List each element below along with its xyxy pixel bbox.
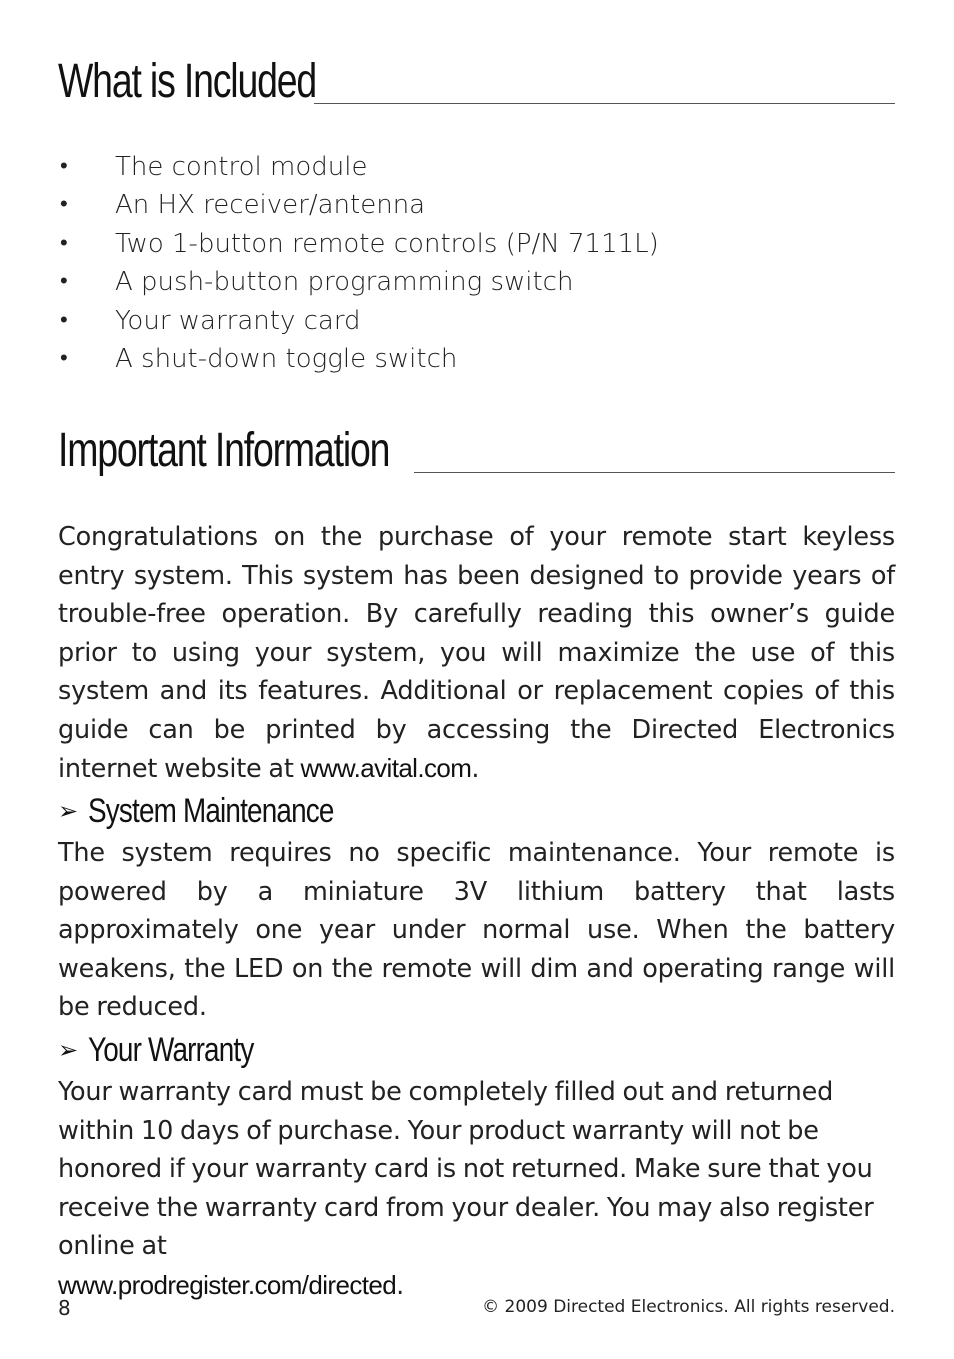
system-maintenance-heading — [58, 791, 388, 831]
heading-rule — [414, 472, 895, 473]
bullet-icon: • — [60, 154, 68, 179]
warranty-paragraph: Your warranty card must be completely filled out and returned within 10 days of purchase. Your product warranty will not be honored if your warranty card is not returned. Make sure that you receive the warranty card from your dealer. You may also register online at www.prodregister.com/directed. — [58, 1077, 874, 1301]
what-is-included-heading — [58, 55, 895, 108]
page-number: 8 — [58, 1296, 71, 1320]
bullet-icon: • — [60, 192, 68, 218]
arrow-icon: ➢ — [58, 1036, 79, 1064]
heading-rule — [314, 103, 895, 104]
important-information-heading — [58, 424, 895, 477]
your-warranty-heading — [58, 1030, 290, 1070]
maintenance-paragraph: The system requires no specific maintenance. Your remote is powered by a miniature 3V lithium battery that lasts approximately one year under normal use. When the battery weakens, the LED on the remote will dim and operating range will be reduced. — [58, 838, 895, 1022]
manual-page: What is Included • The control module • An HX receiver/antenna • Two 1-button remote controls (P/N 7111L) • A push-button programming switch • Your warranty card • A shut-down toggle switch Important Information Congratulations on the purchase of your remote start keyless entry system. This system has been designed to provide years of trouble-free operation. By carefully reading this owner’s guide prior to using your system, you will maximize the use of this system and its features. Additional or replacement copies of this guide can be printed by accessing the Directed Electronics internet website at www.avital.com. ➢ System Maintenance The system requires no specific maintenance. Your remote is powered by a miniature 3V lithium battery that lasts approximately one year under normal use. When the battery weakens, the LED on the remote will dim and operating range will be reduced. ➢ Your Warranty Your warranty card must be completely filled out and returned within 10 days of purchase. Your product warranty will not be honored if your warranty card is not returned. Make sure that you receive the warranty card from your dealer. You may also register online at www.prodregister.com/directed. 8 © 2009 Directed Electronics. All rights reserved. — [58, 55, 895, 1320]
avital-website-link[interactable]: www.avital.com — [300, 753, 472, 783]
system-maintenance-title: System Maintenance — [88, 792, 334, 830]
prodregister-link[interactable]: www.prodregister.com/directed — [58, 1269, 397, 1300]
bullet-icon: • — [60, 269, 68, 295]
arrow-icon: ➢ — [58, 797, 79, 825]
copyright-notice: © 2009 Directed Electronics. All rights reserved. — [482, 1297, 895, 1317]
important-information-title: Important Information — [58, 424, 390, 477]
bullet-icon: • — [60, 307, 68, 333]
what-is-included-title: What is Included — [58, 55, 317, 108]
intro-paragraph: Congratulations on the purchase of your remote start keyless entry system. This system has been designed to provide years of trouble-free operation. By carefully reading this owner’s guide prior to using your system, you will maximize the use of this system and its features. Additional or replacement copies of this guide can be printed by accessing the Directed Electronics internet website at www.avital.com. — [58, 522, 895, 784]
bullet-icon: • — [60, 230, 68, 256]
your-warranty-title: Your Warranty — [88, 1031, 254, 1069]
bullet-icon: • — [60, 345, 68, 371]
